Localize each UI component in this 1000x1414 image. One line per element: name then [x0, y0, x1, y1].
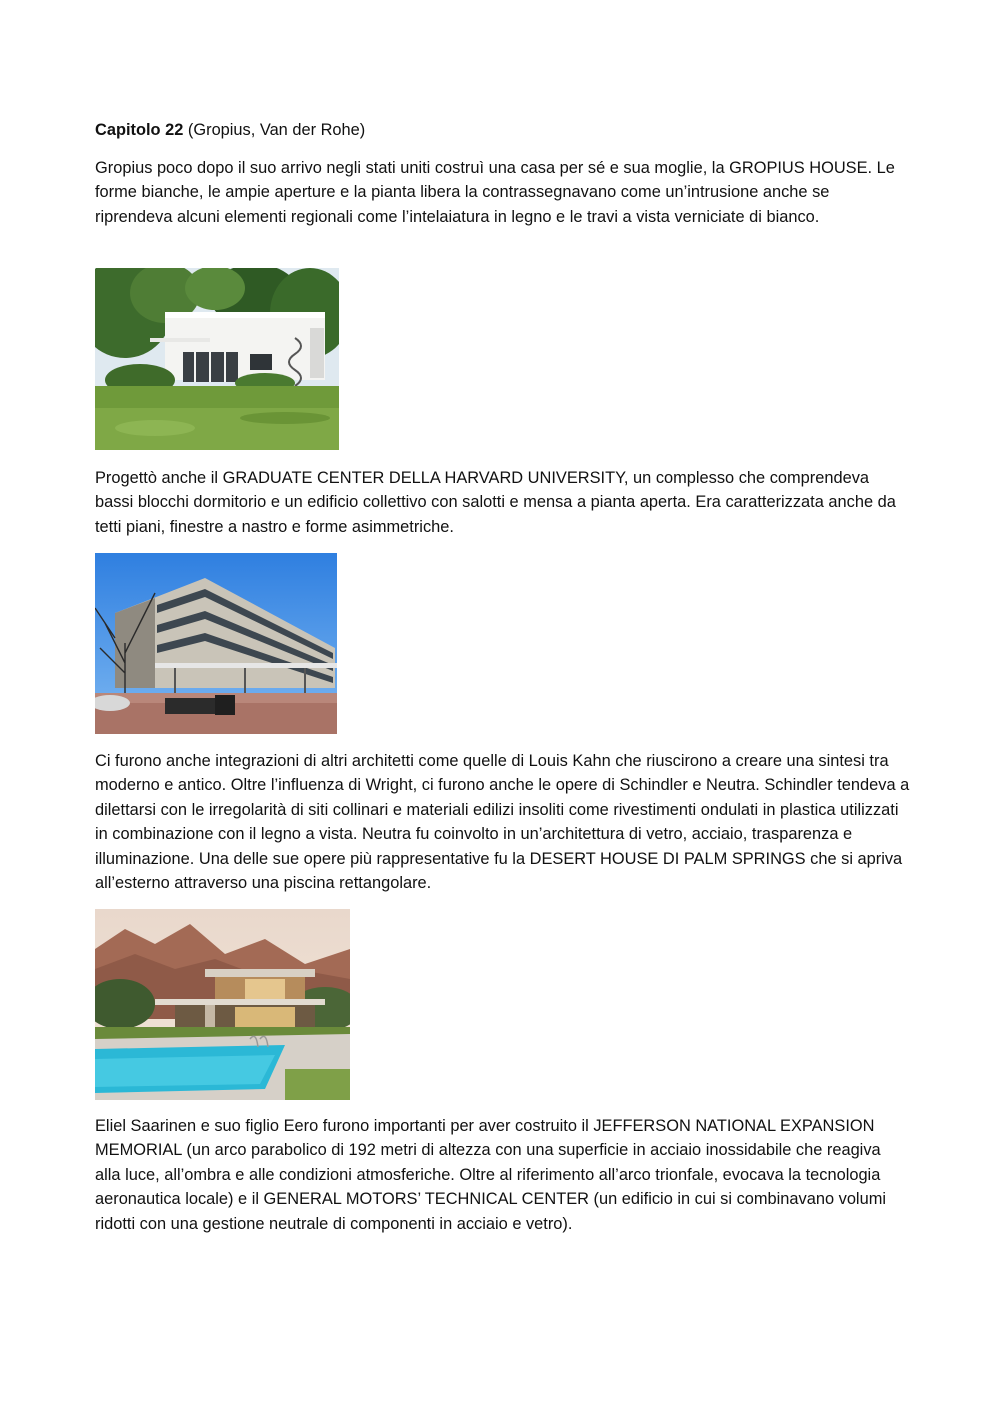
chapter-subtitle: (Gropius, Van der Rohe): [183, 121, 366, 139]
chapter-heading: [95, 118, 910, 142]
chapter-number: Capitolo 22: [95, 121, 184, 139]
paragraph-gropius-house: Gropius poco dopo il suo arrivo negli stati uniti costruì una casa per sé e sua moglie, la GROPIUS HOUSE. Le forme bianche, le ampie aperture e la pianta libera la contrassegnavano come un’intrusione anche se riprendeva alcuni elementi regionali come l’intelaiatura in legno e le travi a vista verniciate di bianco.: [95, 159, 895, 226]
harvard-graduate-center-photo: [95, 553, 337, 734]
paragraph-saarinen: Eliel Saarinen e suo figlio Eero furono importanti per aver costruito il JEFFERSON NATIONAL EXPANSION MEMORIAL (un arco parabolico di 192 metri di altezza con una superficie in acciaio inossidabile che reagiva alla luce, all’ombra e alle condizioni atmosferiche. Oltre al riferimento all’arco trionfale, evocava la tecnologia aeronautica locale) e il GENERAL MOTORS’ TECHNICAL CENTER (un edificio in cui si combinavano volumi ridotti con una gestione neutrale di componenti in acciaio e vetro).: [95, 1117, 886, 1233]
desert-house-palm-springs-photo: [95, 909, 350, 1100]
paragraph-graduate-center: Progettò anche il GRADUATE CENTER DELLA HARVARD UNIVERSITY, un complesso che comprendeva bassi blocchi dormitorio e un edificio collettivo con salotti e mensa a pianta aperta. Era caratterizzata anche da tetti piani, finestre a nastro e forme asimmetriche.: [95, 469, 896, 536]
paragraph-kahn-schindler-neutra: Ci furono anche integrazioni di altri architetti come quelle di Louis Kahn che riuscirono a creare una sintesi tra moderno e antico. Oltre l’influenza di Wright, ci furono anche le opere di Schindler e Neutra. Schindler tendeva a dilettarsi con le irregolarità di siti collinari e materiali edilizi insoliti come rivestimenti ondulati in plastica utilizzati in combinazione con il legno a vista. Neutra fu coinvolto in un’architettura di vetro, acciaio, trasparenza e illuminazione. Una delle sue opere più rappresentative fu la DESERT HOUSE DI PALM SPRINGS che si apriva all’esterno attraverso una piscina rettangolare.: [95, 752, 910, 893]
gropius-house-photo: [95, 268, 339, 450]
